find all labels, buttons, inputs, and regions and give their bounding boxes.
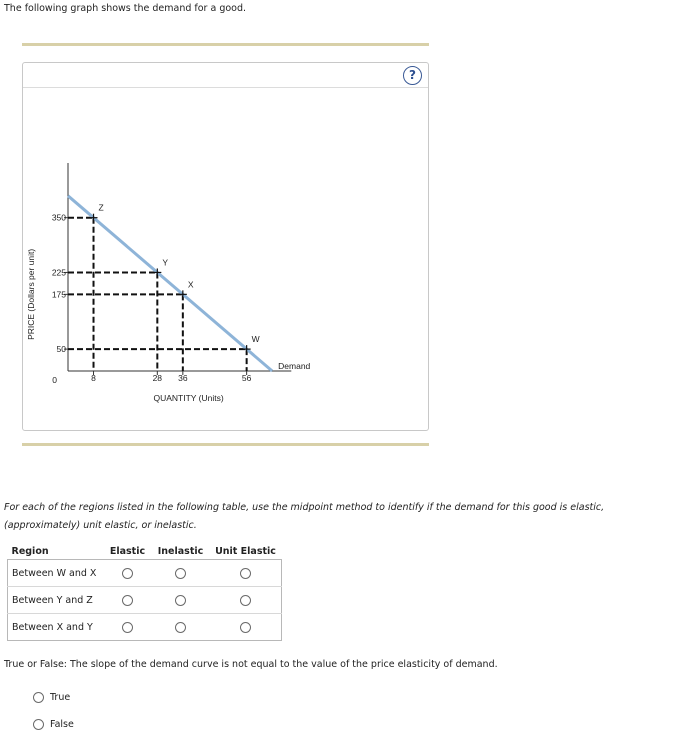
region-label: Between W and X — [12, 567, 97, 579]
x-tick-label: 28 — [152, 373, 163, 383]
table-row — [8, 560, 282, 587]
x-tick-label: 56 — [241, 373, 252, 383]
true-false-question: True or False: The slope of the demand curve is not equal to the value of the price elasticity of demand. — [4, 659, 498, 670]
radio-false[interactable] — [33, 719, 44, 730]
demand-line — [68, 196, 272, 371]
point-label-z: Z — [98, 202, 104, 213]
graph-panel — [22, 62, 429, 431]
header-region: Region — [11, 545, 49, 557]
x-tick-label: 8 — [91, 373, 96, 383]
radio-elastic[interactable] — [122, 622, 133, 633]
y-axis-label: PRICE (Dollars per unit) — [26, 248, 36, 340]
instructions-text: For each of the regions listed in the following table, use the midpoint method to identify if the demand for this good is elastic, (approximately) unit elastic, or inelastic. — [4, 502, 605, 531]
x-axis-label: QUANTITY (Units) — [153, 393, 224, 403]
x-tick-label: 36 — [178, 373, 188, 383]
point-label-x: X — [187, 279, 194, 290]
radio-unit-elastic[interactable] — [240, 568, 251, 579]
option-true-label: True — [50, 692, 71, 703]
option-true[interactable] — [33, 692, 70, 703]
region-label: Between X and Y — [8, 614, 104, 641]
point-label-y: Y — [162, 257, 168, 268]
demand-chart — [23, 63, 428, 430]
radio-elastic[interactable] — [122, 595, 133, 606]
origin-label: 0 — [52, 375, 57, 385]
header-inelastic: Inelastic — [157, 545, 204, 557]
intro-text: The following graph shows the demand for a good. — [4, 3, 247, 14]
y-tick-label: 350 — [51, 212, 66, 223]
table-header-row — [8, 543, 282, 560]
y-tick-label: 225 — [51, 267, 66, 278]
radio-inelastic[interactable] — [175, 622, 186, 633]
point-label-w: W — [251, 334, 260, 345]
radio-inelastic[interactable] — [175, 595, 186, 606]
radio-inelastic[interactable] — [175, 568, 186, 579]
radio-unit-elastic[interactable] — [240, 622, 251, 633]
region-label: Between Y and Z — [8, 587, 104, 614]
option-false[interactable] — [33, 719, 74, 730]
table-row — [8, 587, 282, 614]
radio-true[interactable] — [33, 692, 44, 703]
y-tick-label: 50 — [56, 344, 66, 355]
option-false-label: False — [50, 719, 74, 730]
radio-elastic[interactable] — [122, 568, 133, 579]
top-divider — [22, 43, 429, 46]
radio-unit-elastic[interactable] — [240, 595, 251, 606]
header-unit-elastic: Unit Elastic — [215, 545, 276, 557]
elasticity-table — [7, 543, 282, 641]
header-elastic: Elastic — [109, 545, 146, 557]
bottom-divider — [22, 443, 429, 446]
table-row — [8, 614, 282, 641]
demand-label: Demand — [278, 361, 311, 371]
question-circle-icon[interactable]: ? — [403, 66, 422, 85]
y-tick-label: 175 — [51, 289, 66, 300]
